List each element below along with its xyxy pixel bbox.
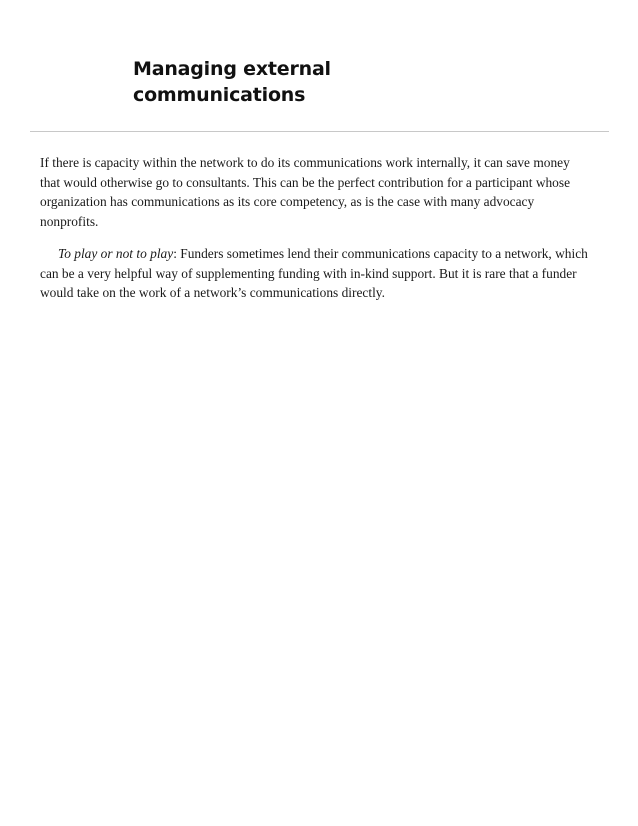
section-heading-line-2: communications <box>133 84 306 106</box>
paragraph-line: would take on the work of a network’s communications directly. <box>40 285 385 300</box>
section-heading <box>133 56 433 108</box>
paragraph-line <box>40 244 600 264</box>
paragraph-to-play <box>40 244 600 303</box>
paragraph-line: organization has communications as its core competency, as is the case with many advocacy <box>40 194 535 209</box>
lead-rest: : Funders sometimes lend their communications capacity to a network, which <box>173 246 588 261</box>
paragraph-line: If there is capacity within the network to do its communications work internally, it can save money <box>40 155 570 170</box>
horizontal-divider <box>30 131 609 132</box>
italic-lead: To play or not to play <box>58 246 174 261</box>
section-heading-line-1: Managing external <box>133 58 331 80</box>
paragraph-line: can be a very helpful way of supplementing funding with in-kind support. But it is rare that a funder <box>40 265 577 281</box>
paragraph-line: nonprofits. <box>40 213 99 229</box>
paragraph-capacity <box>40 153 600 231</box>
paragraph-line: that would otherwise go to consultants. This can be the perfect contribution for a participant whose <box>40 174 571 190</box>
